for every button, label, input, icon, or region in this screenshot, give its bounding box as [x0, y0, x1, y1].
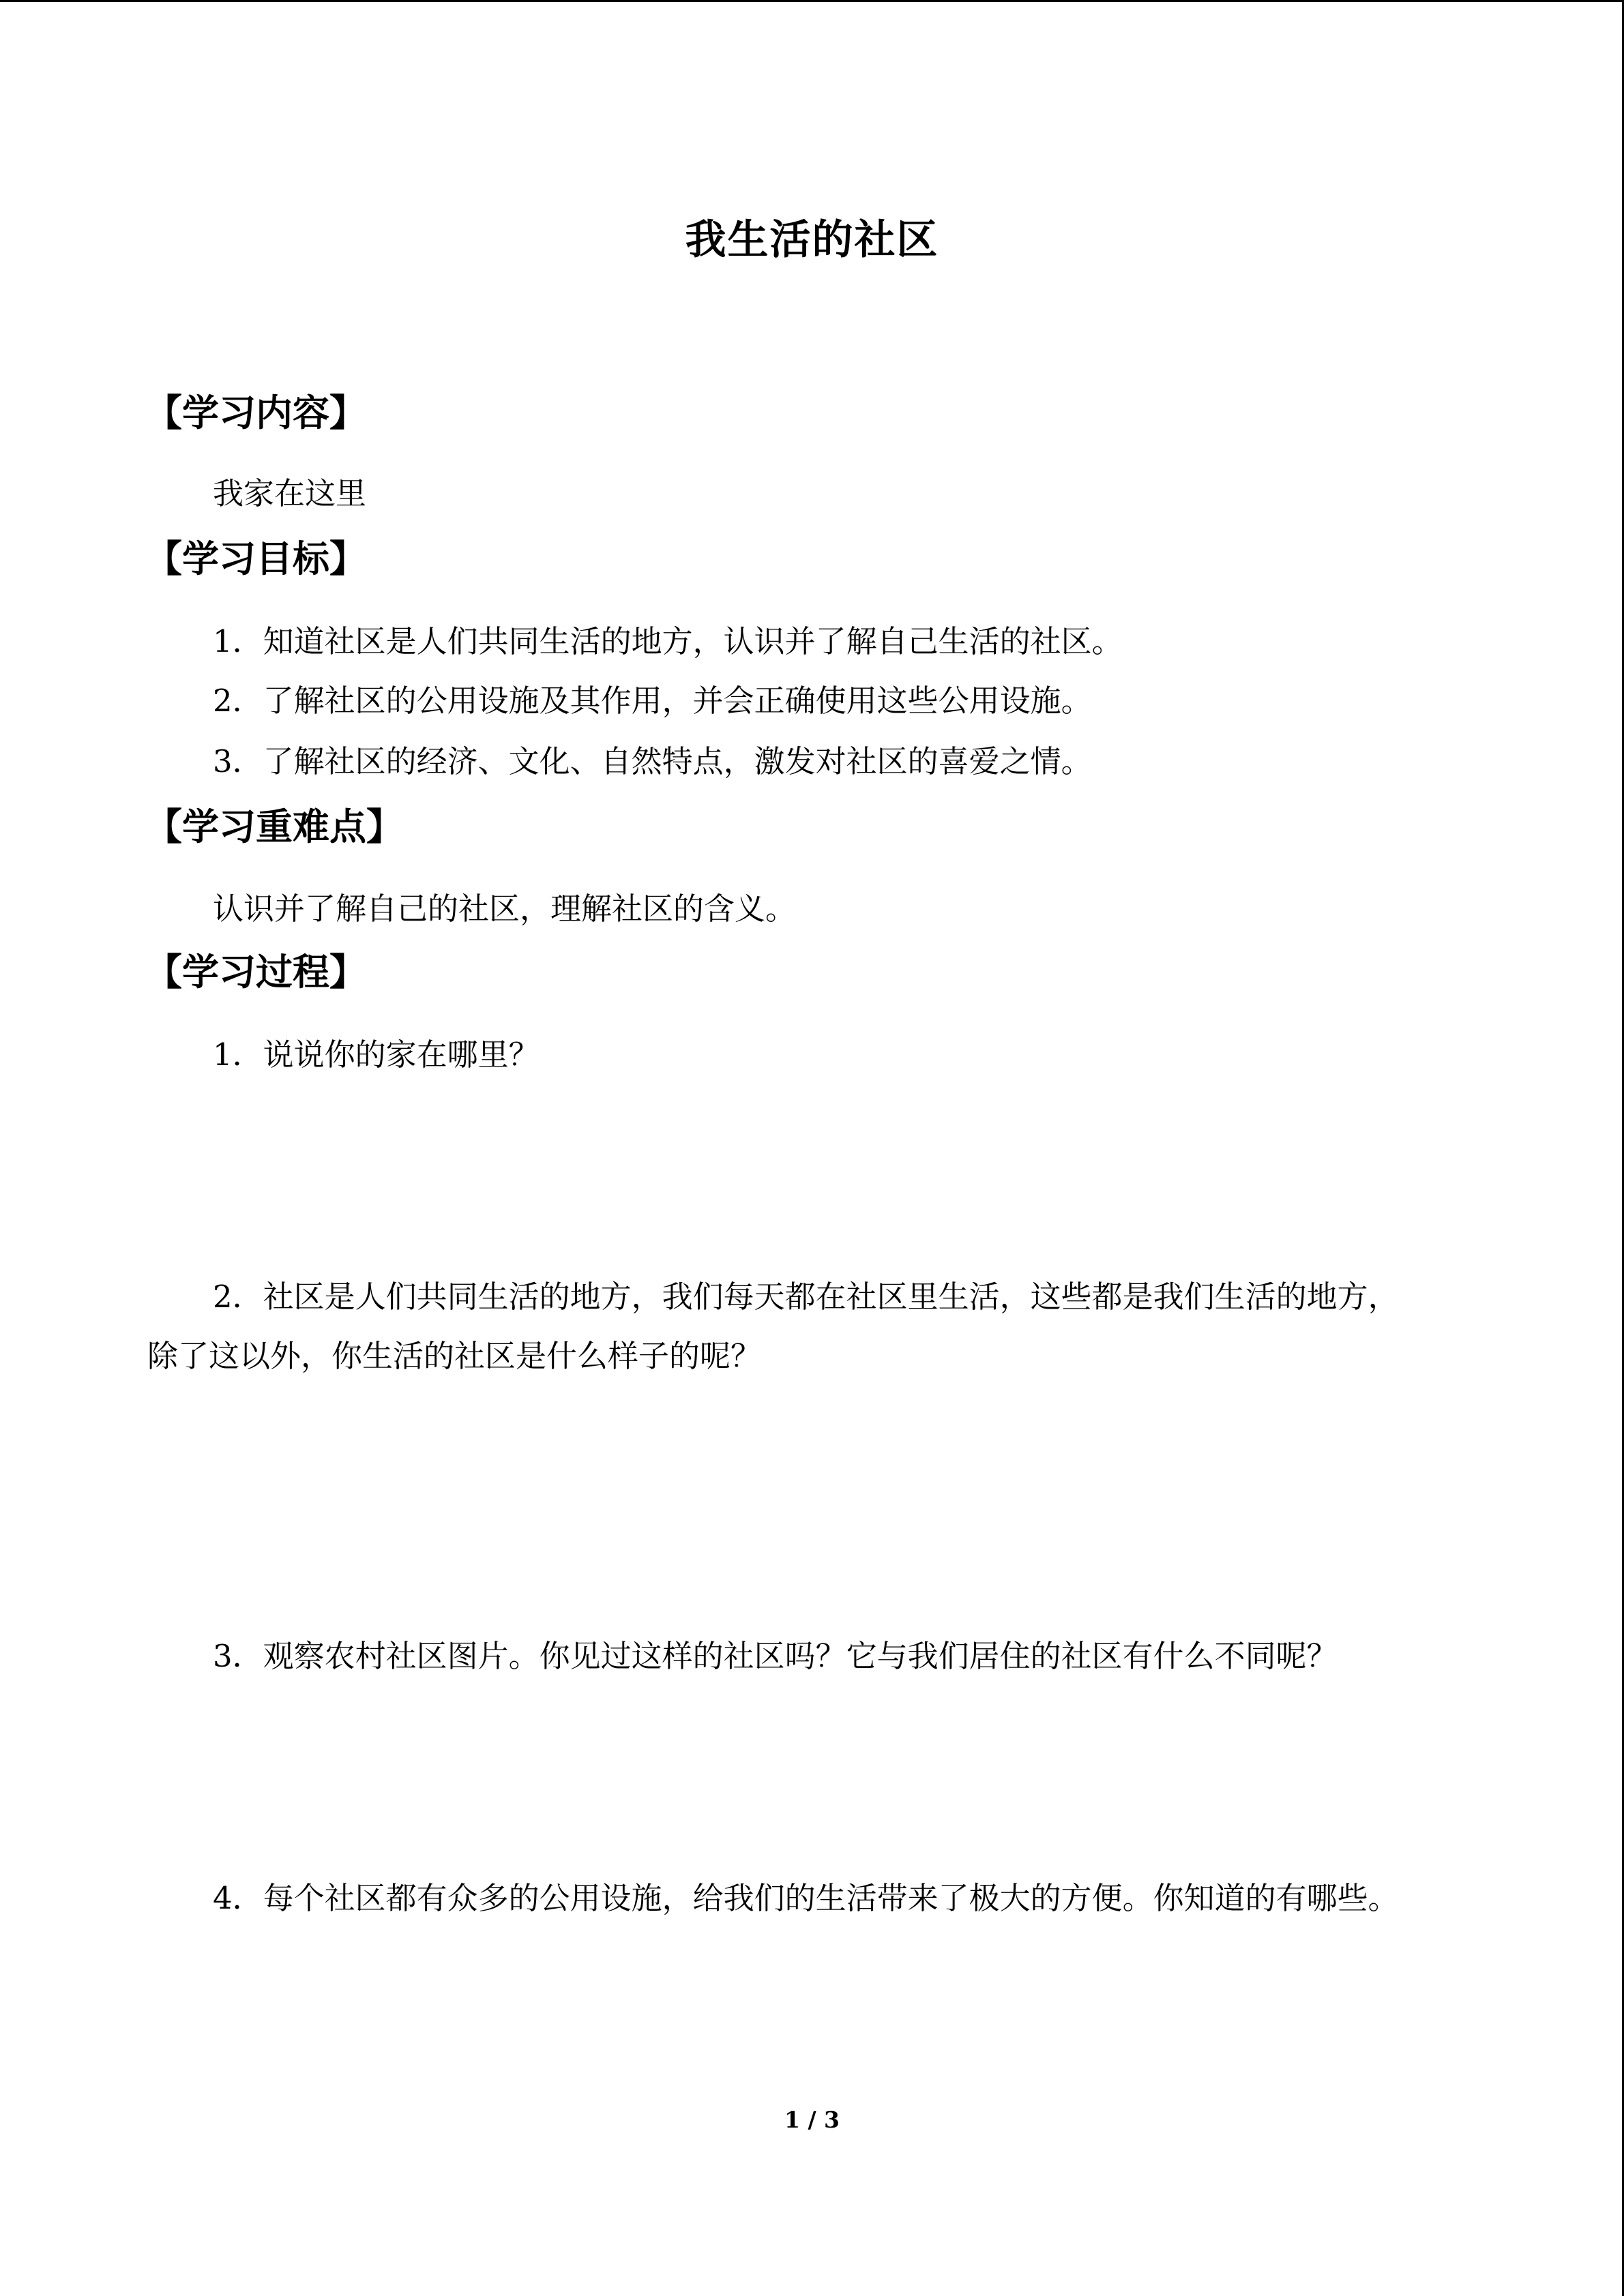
section-heading-process: 【学习过程】 [145, 951, 366, 994]
process-item-4: 4．每个社区都有众多的公用设施，给我们的生活带来了极大的方便。你知道的有哪些。 [213, 1880, 1399, 1916]
document-title: 我生活的社区 [685, 216, 939, 264]
process-item-2-continued: 除了这以外，你生活的社区是什么样子的呢？ [147, 1338, 762, 1374]
goal-item-1: 1．知道社区是人们共同生活的地方，认识并了解自己生活的社区。 [213, 623, 1123, 659]
section-heading-goals: 【学习目标】 [145, 537, 366, 580]
goal-item-2: 2．了解社区的公用设施及其作用，并会正确使用这些公用设施。 [213, 683, 1092, 719]
section-heading-content: 【学习内容】 [145, 391, 366, 434]
page-number: 1 / 3 [784, 2106, 840, 2133]
page-border-top [0, 0, 1624, 2]
process-item-1: 1．说说你的家在哪里？ [213, 1037, 540, 1073]
process-item-2: 2．社区是人们共同生活的地方，我们每天都在社区里生活，这些都是我们生活的地方， [213, 1279, 1399, 1315]
process-item-3: 3．观察农村社区图片。你见过这样的社区吗？它与我们居住的社区有什么不同呢？ [213, 1638, 1338, 1674]
goal-item-3: 3．了解社区的经济、文化、自然特点，激发对社区的喜爱之情。 [213, 743, 1092, 779]
section-heading-key-points: 【学习重难点】 [145, 805, 403, 848]
key-points-text: 认识并了解自己的社区，理解社区的含义。 [213, 891, 797, 927]
content-text: 我家在这里 [213, 475, 367, 511]
